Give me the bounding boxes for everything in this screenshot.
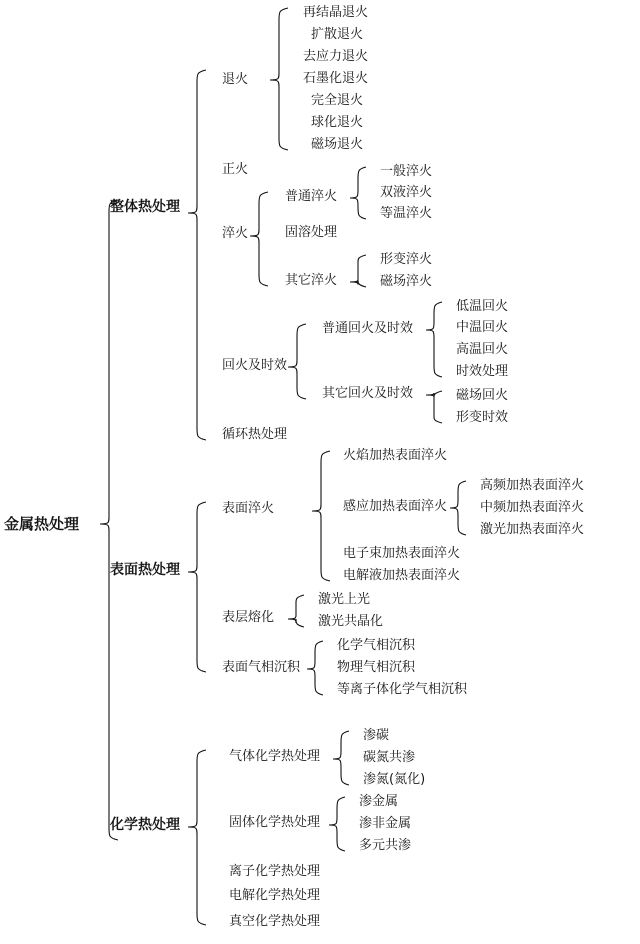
brace-annealing	[270, 8, 288, 150]
diagram-node: 正火	[222, 162, 249, 177]
diagram-node: 表面气相沉积	[222, 660, 301, 675]
brace-overall-heat-treatment	[188, 70, 206, 440]
diagram-node: 其它淬火	[285, 273, 338, 288]
diagram-node: 激光上光	[318, 592, 371, 607]
diagram-node: 低温回火	[456, 299, 509, 314]
diagram-node: 离子化学热处理	[229, 864, 321, 879]
diagram-node: 磁场淬火	[380, 274, 433, 289]
diagram-node: 表面淬火	[222, 501, 275, 516]
diagram-node: 渗碳	[363, 728, 390, 743]
brace-other-quenching	[350, 255, 366, 287]
diagram-node: 激光共晶化	[318, 614, 384, 629]
brace-other-tempering	[426, 391, 442, 423]
diagram-node: 火焰加热表面淬火	[343, 448, 448, 463]
diagram-node: 石墨化退火	[303, 71, 369, 86]
diagram-node: 形变淬火	[380, 252, 433, 267]
brace-gas-chemical	[333, 731, 349, 785]
diagram-node: 渗非金属	[359, 816, 412, 831]
diagram-node: 双液淬火	[380, 185, 433, 200]
brace-quenching	[250, 192, 268, 286]
diagram-node: 磁场退火	[311, 137, 364, 152]
brace-root	[100, 200, 118, 840]
diagram-node: 去应力退火	[303, 49, 369, 64]
diagram-node: 高频加热表面淬火	[480, 478, 585, 493]
diagram-node: 固体化学热处理	[229, 815, 321, 830]
diagram-node: 表层熔化	[222, 610, 275, 625]
brace-normal-tempering	[426, 302, 442, 377]
diagram-node: 固溶处理	[285, 225, 338, 240]
diagram-node: 电解化学热处理	[229, 888, 321, 903]
diagram-node: 高温回火	[456, 342, 509, 357]
diagram-node: 球化退火	[311, 115, 364, 130]
diagram-node: 磁场回火	[456, 388, 509, 403]
diagram-node: 中温回火	[456, 320, 509, 335]
brace-tempering-aging	[288, 324, 306, 399]
diagram-node: 多元共渗	[359, 838, 412, 853]
diagram-node: 化学热处理	[110, 817, 180, 833]
diagram-node: 完全退火	[311, 93, 364, 108]
brace-surface-heat-treatment	[188, 502, 206, 672]
brace-surface-melting	[288, 595, 304, 627]
diagram-node: 激光加热表面淬火	[480, 522, 585, 537]
diagram-node: 等离子体化学气相沉积	[337, 682, 468, 697]
diagram-node: 普通淬火	[285, 189, 338, 204]
diagram-node: 整体热处理	[110, 199, 180, 215]
diagram-node: 物理气相沉积	[337, 660, 416, 675]
diagram-node: 再结晶退火	[303, 5, 369, 20]
diagram-node: 碳氮共渗	[363, 750, 416, 765]
diagram-node: 中频加热表面淬火	[480, 500, 585, 515]
diagram-node: 电子束加热表面淬火	[343, 546, 461, 561]
diagram-node: 一般淬火	[380, 164, 433, 179]
diagram-node: 普通回火及时效	[322, 321, 414, 336]
diagram-node: 退火	[222, 72, 249, 87]
diagram-node: 气体化学热处理	[229, 749, 321, 764]
diagram-node: 形变时效	[456, 410, 509, 425]
diagram-node: 回火及时效	[222, 358, 288, 373]
diagram-node: 等温淬火	[380, 206, 433, 221]
diagram-root-label: 金属热处理	[4, 515, 80, 533]
diagram-node: 扩散退火	[311, 27, 364, 42]
diagram-node: 淬火	[222, 226, 249, 241]
diagram-node: 渗氮(氮化)	[363, 772, 426, 787]
diagram-node: 真空化学热处理	[229, 914, 321, 929]
diagram-node: 渗金属	[359, 794, 399, 809]
diagram-node: 化学气相沉积	[337, 638, 416, 653]
brace-solid-chemical	[329, 797, 345, 851]
brace-surface-quenching	[312, 451, 330, 581]
diagram-node: 其它回火及时效	[322, 386, 414, 401]
diagram-node: 循环热处理	[222, 427, 288, 442]
brace-vapor-deposition	[307, 641, 323, 695]
brace-chemical-heat-treatment	[188, 750, 206, 925]
brace-induction-heating	[450, 481, 466, 535]
diagram-node: 电解液加热表面淬火	[343, 568, 461, 583]
diagram-node: 感应加热表面淬火	[343, 499, 448, 514]
diagram-node: 时效处理	[456, 364, 509, 379]
diagram-node: 表面热处理	[110, 562, 180, 578]
brace-normal-quenching	[350, 167, 366, 219]
